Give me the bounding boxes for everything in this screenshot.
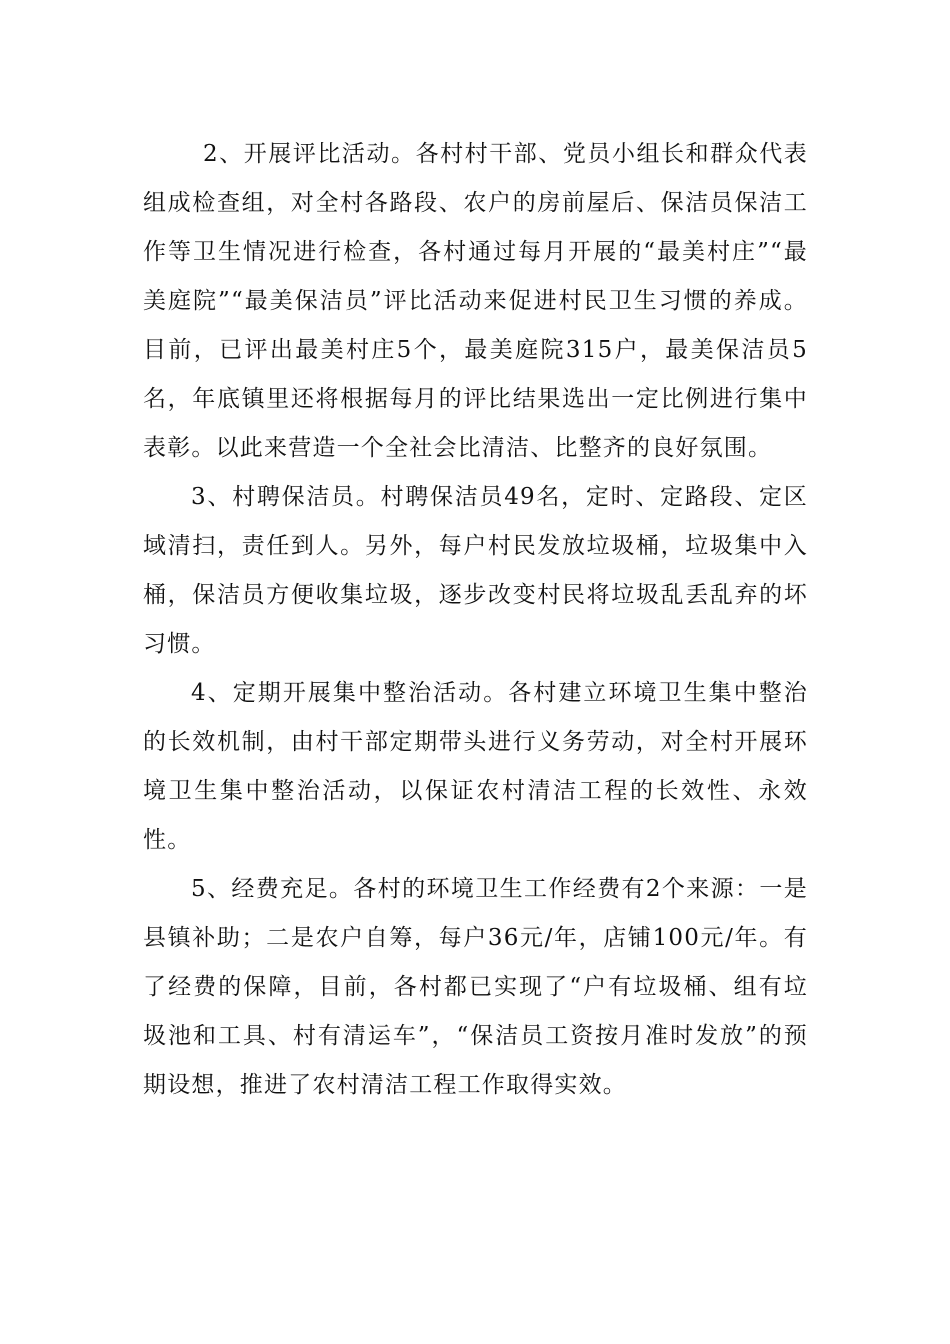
paragraph-regular-rectification: 4、定期开展集中整治活动。各村建立环境卫生集中整治的长效机制，由村干部定期带头进行义务劳动，对全村开展环境卫生集中整治活动，以保证农村清洁工程的长效性、永效性。 (143, 680, 808, 853)
document-body (143, 130, 808, 1110)
paragraph-evaluation-activities: 2、开展评比活动。各村村干部、党员小组长和群众代表组成检查组，对全村各路段、农户的房前屋后、保洁员保洁工作等卫生情况进行检查，各村通过每月开展的“最美村庄”“最美庭院”“最美保洁员”评比活动来促进村民卫生习惯的养成。目前，已评出最美村庄5个，最美庭院315户，最美保洁员5名，年底镇里还将根据每月的评比结果选出一定比例进行集中表彰。以此来营造一个全社会比清洁、比整齐的良好氛围。 (143, 141, 808, 461)
paragraph-village-cleaners: 3、村聘保洁员。村聘保洁员49名，定时、定路段、定区域清扫，责任到人。另外，每户村民发放垃圾桶，垃圾集中入桶，保洁员方便收集垃圾，逐步改变村民将垃圾乱丢乱弃的坏习惯。 (143, 484, 808, 657)
paragraph-sufficient-funding: 5、经费充足。各村的环境卫生工作经费有2个来源：一是县镇补助；二是农户自筹，每户36元/年，店铺100元/年。有了经费的保障，目前，各村都已实现了“户有垃圾桶、组有垃圾池和工具、村有清运车”，“保洁员工资按月准时发放”的预期设想，推进了农村清洁工程工作取得实效。 (143, 876, 808, 1098)
